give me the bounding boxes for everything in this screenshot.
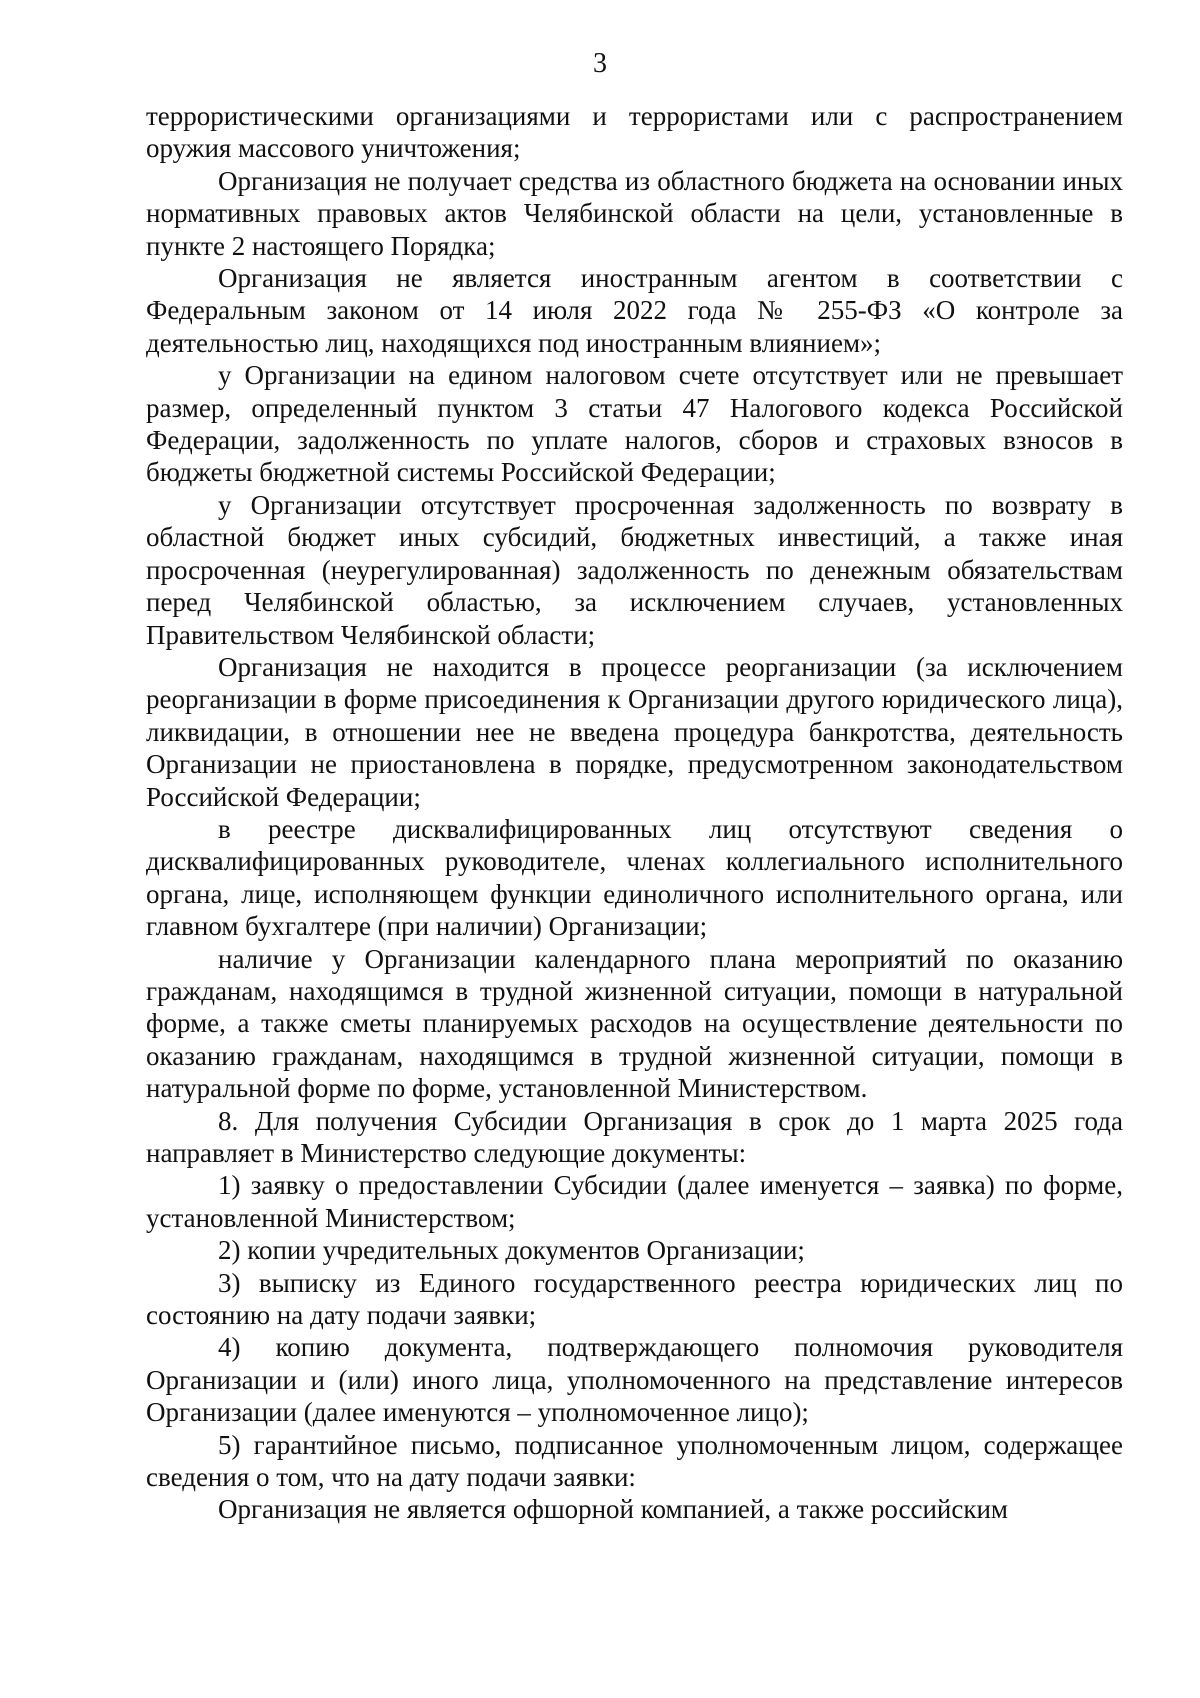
paragraph-15: Организация не является офшорной компанией, а также российским [218,1494,1009,1525]
paragraph-3: Организация не является иностранным агентом в соответствии с Федеральным законом от 14 июля 2022 года № 255-ФЗ «О контроле за деятельностью лиц, находящихся под иностранным влиянием»; [146,263,1123,358]
paragraph-2: Организация не получает средства из областного бюджета на основании иных нормативных правовых актов Челябинской области на цели, установленные в пункте 2 настоящего Порядка; [146,165,1123,261]
paragraph-9: 8. Для получения Субсидии Организация в срок до 1 марта 2025 года направляет в Министерство следующие документы: [146,1105,1123,1168]
paragraph-4: у Организации на едином налоговом счете отсутствует или не превышает размер, определенный пунктом 3 статьи 47 Налогового кодекса Российской Федерации, задолженность по уплате налогов, сборов и страховых взносов в бюджеты бюджетной системы Российской Федерации; [146,360,1123,488]
paragraph-6: Организация не находится в процессе реорганизации (за исключением реорганизации в форме присоединения к Организации другого юридического лица), ликвидации, в отношении нее не введена процедура банкротства, деятельность Организации не приостановлена в порядке, предусмотренном законодательством Российской Федерации; [146,651,1123,812]
paragraph-7: в реестре дисквалифицированных лиц отсутствуют сведения о дисквалифицированных руководителе, членах коллегиального исполнительного органа, лице, исполняющем функции единоличного исполнительного органа, или главном бухгалтере (при наличии) Организации; [146,813,1123,942]
paragraph-1: террористическими организациями и террористами или с распространением оружия массового уничтожения; [146,101,1123,164]
paragraph-14: 5) гарантийное письмо, подписанное уполномоченным лицом, содержащее сведения о том, что на дату подачи заявки: [146,1429,1123,1493]
paragraph-8: наличие у Организации календарного плана мероприятий по оказанию гражданам, находящимся в трудной жизненной ситуации, помощи в натуральной форме, а также сметы планируемых расходов на осуществление деятельности по оказанию гражданам, находящимся в трудной жизненной ситуации, помощи в натуральной форме по форме, установленной Министерством. [146,943,1123,1104]
paragraph-12: 3) выписку из Единого государственного реестра юридических лиц по состоянию на дату подачи заявки; [146,1267,1123,1331]
document-body [146,100,1123,1526]
paragraph-11: 2) копии учредительных документов Организации; [218,1235,805,1266]
paragraph-13: 4) копию документа, подтверждающего полномочия руководителя Организации и (или) иного лица, уполномоченного на представление интересов Организации (далее именуются – уполномоченное лицо); [146,1332,1123,1428]
page-number: 3 [593,48,607,79]
paragraph-5: у Организации отсутствует просроченная задолженность по возврату в областной бюджет иных субсидий, бюджетных инвестиций, а также иная просроченная (неурегулированная) задолженность по денежным обязательствам перед Челябинской областью, за исключением случаев, установленных Правительством Челябинской области; [146,489,1123,650]
paragraph-10: 1) заявку о предоставлении Субсидии (далее именуется – заявка) по форме, установленной Министерством; [146,1170,1123,1233]
